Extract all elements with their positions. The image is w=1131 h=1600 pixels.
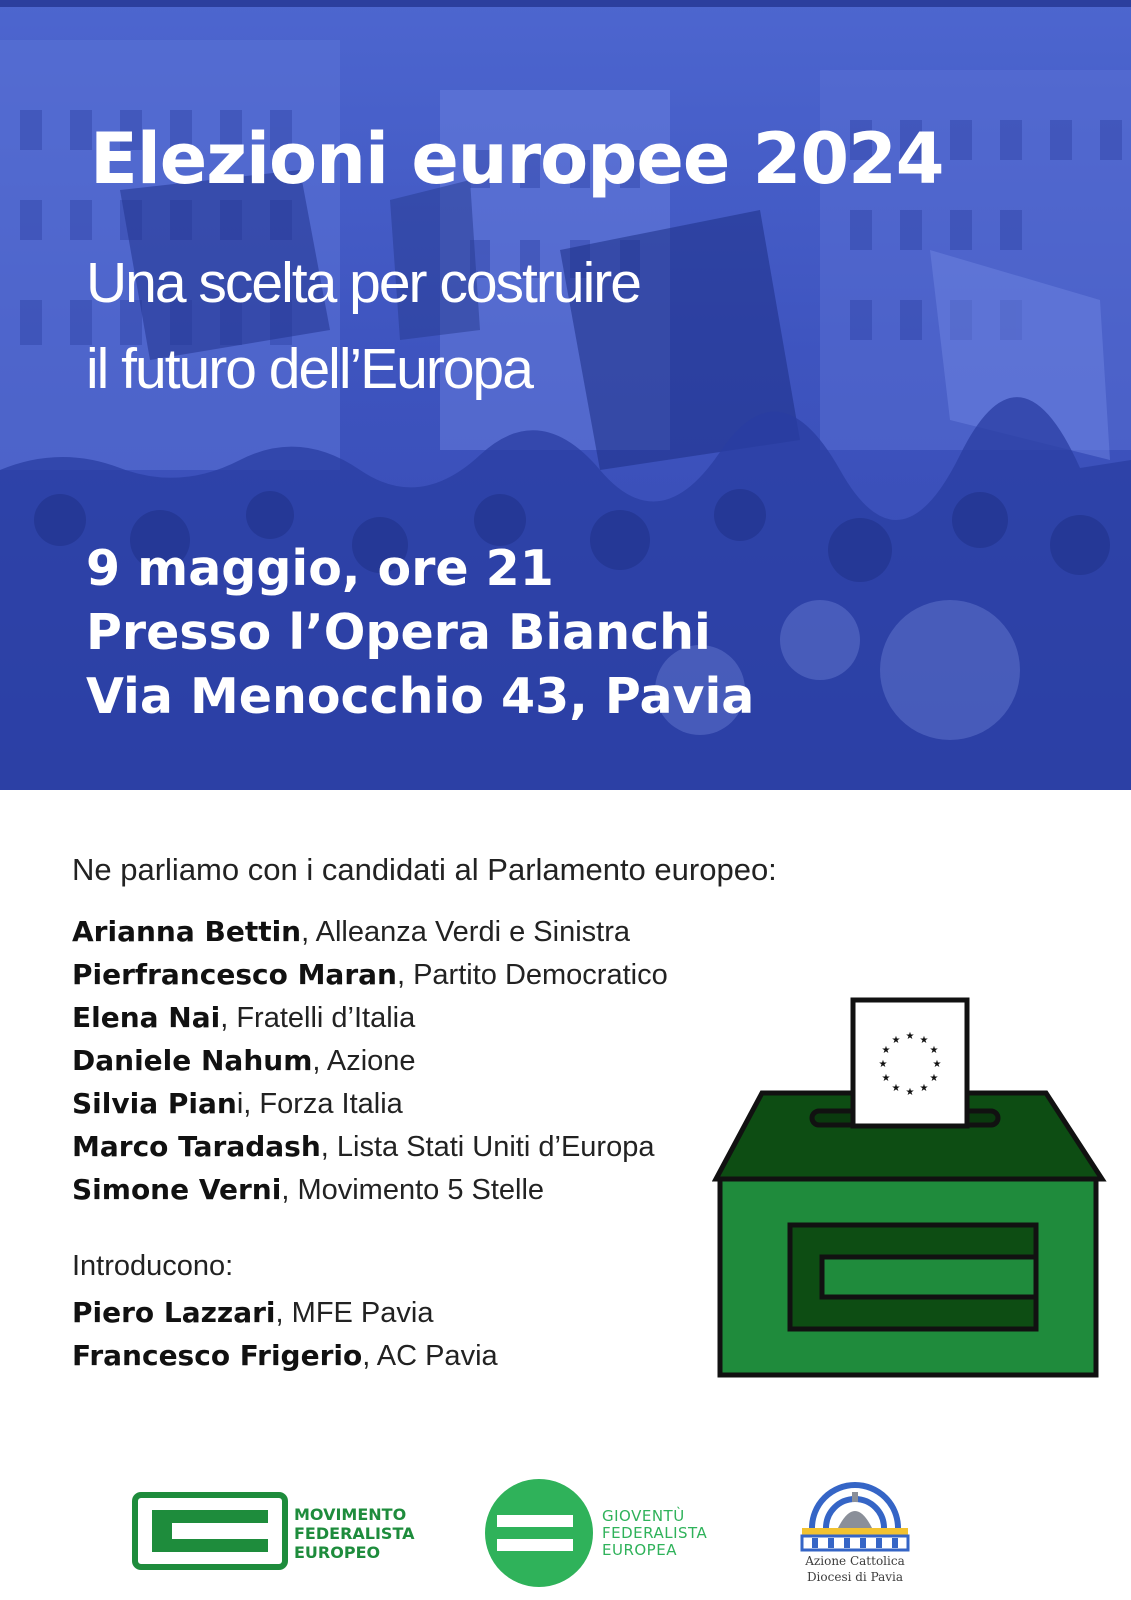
- ballot-box-icon: [712, 995, 1108, 1385]
- candidate-party: , Fratelli d’Italia: [220, 1002, 416, 1034]
- subtitle-line: Una scelta per costruire: [86, 251, 640, 315]
- candidate-name: Marco Taradash: [72, 1130, 321, 1163]
- gfe-logo-text: [602, 1508, 707, 1559]
- svg-text:★: ★: [891, 1083, 901, 1094]
- event-address: Via Menocchio 43, Pavia: [86, 668, 755, 725]
- mfe-logo-icon: [132, 1492, 288, 1572]
- candidate-name: Pierfrancesco Maran: [72, 958, 397, 991]
- candidate-name: Elena Nai: [72, 1001, 221, 1034]
- subtitle: [86, 240, 640, 412]
- mfe-logo-text: [294, 1505, 415, 1562]
- candidate-row: [72, 1082, 668, 1125]
- gfe-logo-line: FEDERALISTA: [602, 1524, 708, 1542]
- mfe-logo-line: MOVIMENTO: [294, 1505, 407, 1524]
- candidates-list: [72, 910, 668, 1211]
- event-venue: Presso l’Opera Bianchi: [86, 604, 711, 661]
- introducers-label: Introducono:: [72, 1250, 234, 1282]
- introducer-row: [72, 1334, 498, 1377]
- gfe-logo-line: EUROPEA: [602, 1541, 677, 1559]
- candidate-party: , Partito Democratico: [396, 959, 668, 991]
- candidate-party: , Lista Stati Uniti d’Europa: [320, 1131, 655, 1163]
- subtitle-line: il futuro dell’Europa: [86, 337, 532, 401]
- gfe-logo-icon: [483, 1477, 595, 1589]
- page-title: Elezioni europee 2024: [90, 118, 944, 200]
- introducer-org: , AC Pavia: [362, 1340, 498, 1372]
- azione-cattolica-logo-text: [790, 1553, 920, 1585]
- candidate-party: , Azione: [312, 1045, 416, 1077]
- svg-text:★: ★: [878, 1059, 888, 1070]
- candidate-row: [72, 1125, 668, 1168]
- introducer-name: Francesco Frigerio: [72, 1339, 363, 1372]
- candidate-row: [72, 996, 668, 1039]
- introducer-org: , MFE Pavia: [275, 1297, 434, 1329]
- svg-text:★: ★: [919, 1035, 929, 1046]
- svg-text:★: ★: [919, 1083, 929, 1094]
- candidate-name: Arianna Bettin: [72, 915, 302, 948]
- svg-text:★: ★: [929, 1045, 939, 1056]
- svg-text:★: ★: [932, 1059, 942, 1070]
- svg-text:★: ★: [905, 1087, 915, 1098]
- ac-logo-line: Azione Cattolica: [805, 1554, 905, 1568]
- candidates-intro: Ne parliamo con i candidati al Parlamento europeo:: [72, 852, 777, 887]
- candidate-name: Daniele Nahum: [72, 1044, 313, 1077]
- candidate-party: , Movimento 5 Stelle: [281, 1174, 545, 1206]
- svg-text:★: ★: [881, 1073, 891, 1084]
- candidate-name: Silvia Pian: [72, 1087, 237, 1120]
- azione-cattolica-logo-icon: [798, 1472, 912, 1554]
- event-details: [86, 537, 754, 729]
- candidate-row: [72, 1168, 668, 1211]
- candidate-row: [72, 1039, 668, 1082]
- introducer-name: Piero Lazzari: [72, 1296, 276, 1329]
- svg-text:★: ★: [891, 1035, 901, 1046]
- svg-text:★: ★: [905, 1031, 915, 1042]
- introducer-row: [72, 1291, 498, 1334]
- introducers-list: [72, 1291, 498, 1377]
- candidate-party: , Alleanza Verdi e Sinistra: [301, 916, 630, 948]
- top-border: [0, 0, 1131, 7]
- hero-banner: [0, 0, 1131, 790]
- gfe-logo-line: GIOVENTÙ: [602, 1507, 685, 1525]
- candidate-party: i, Forza Italia: [236, 1088, 403, 1120]
- candidate-name: Simone Verni: [72, 1173, 282, 1206]
- svg-text:★: ★: [881, 1045, 891, 1056]
- candidate-row: [72, 953, 668, 996]
- mfe-logo-line: FEDERALISTA: [294, 1524, 415, 1543]
- mfe-logo-line: EUROPEO: [294, 1543, 381, 1562]
- candidate-row: [72, 910, 668, 953]
- event-date: 9 maggio, ore 21: [86, 540, 554, 597]
- svg-text:★: ★: [929, 1073, 939, 1084]
- ac-logo-line: Diocesi di Pavia: [806, 1570, 904, 1584]
